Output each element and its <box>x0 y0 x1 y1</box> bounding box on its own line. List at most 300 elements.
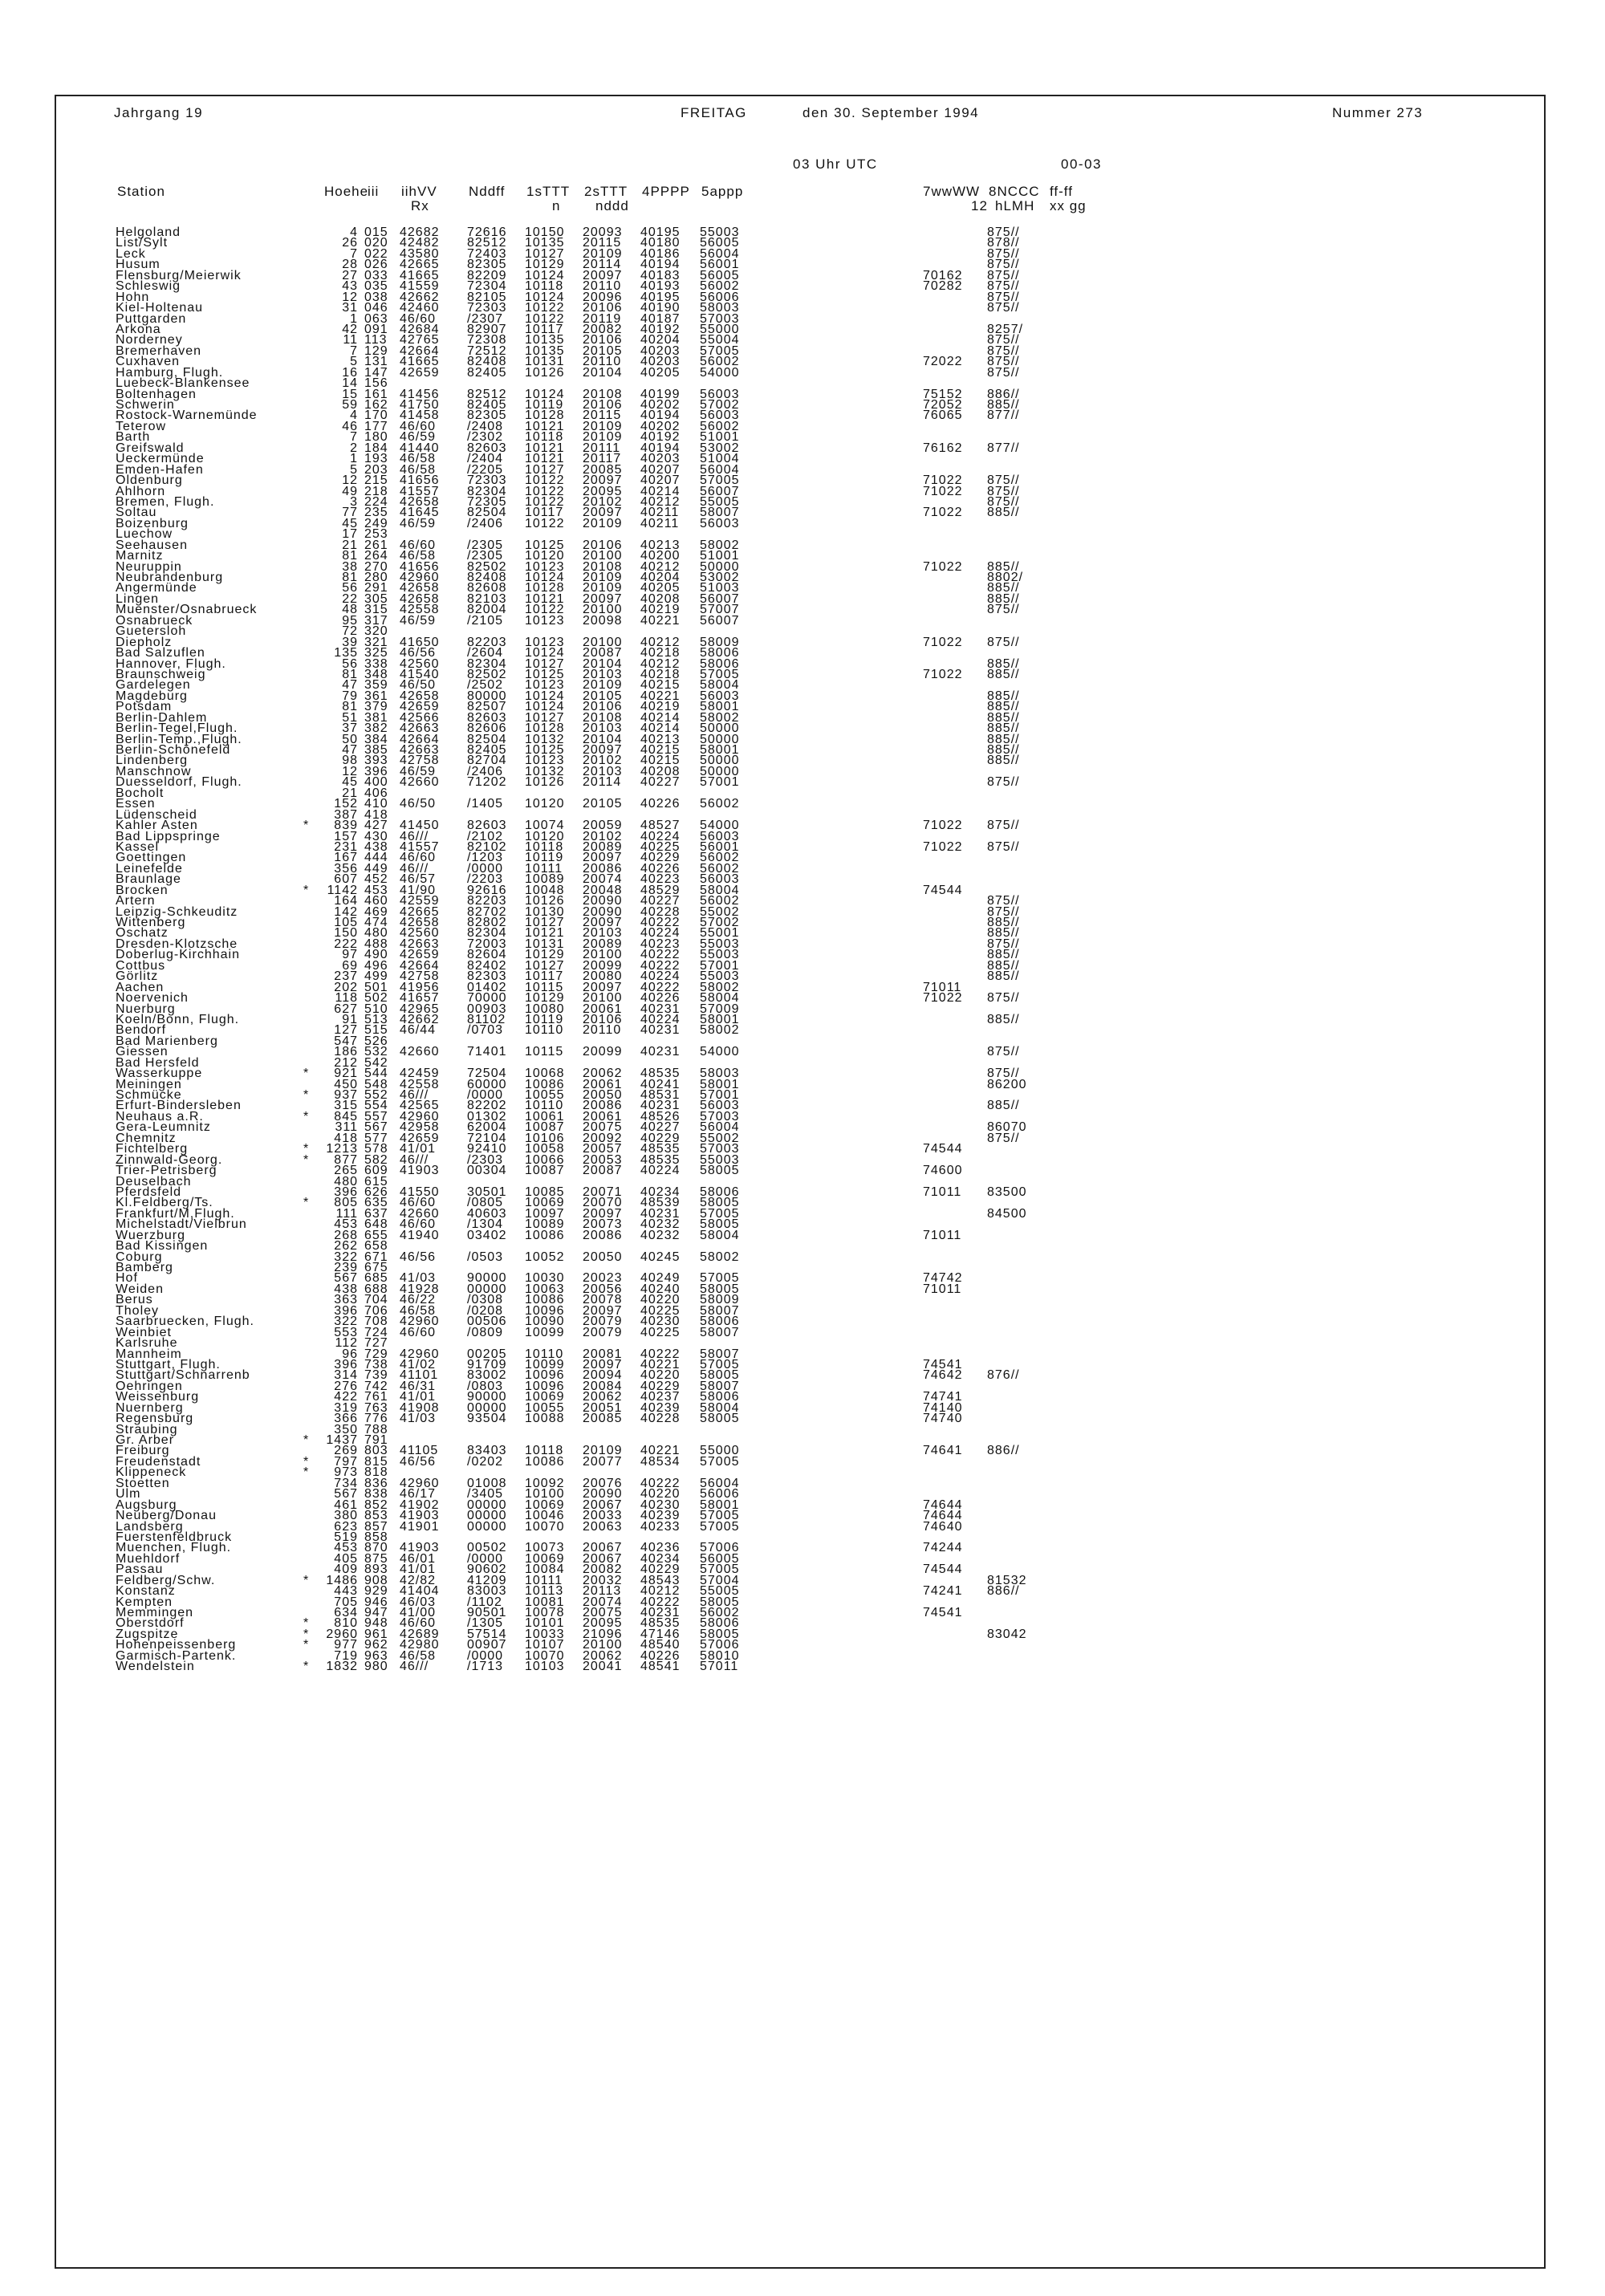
pressure-value: 40190 <box>640 301 681 315</box>
temp-1-value: 10111 <box>525 861 563 876</box>
station-id: 131 <box>364 355 388 369</box>
station-id: 838 <box>364 1487 388 1502</box>
iihvv-value: 42/82 <box>400 1573 437 1587</box>
hoehe-value: 973 <box>334 1465 358 1480</box>
pressure-value: 40219 <box>640 700 681 714</box>
station-id: 499 <box>364 969 388 984</box>
hoehe-value: 81 <box>342 700 358 714</box>
nddff-value: /0000 <box>467 861 504 876</box>
iihvv-value: 41903 <box>400 1541 440 1555</box>
cloud-value: 875// <box>987 333 1020 347</box>
tendency-value: 50000 <box>700 754 740 768</box>
nddff-value: 82603 <box>467 710 507 725</box>
table-row <box>0 1564 1605 1575</box>
temp-2-value: 20105 <box>583 343 623 358</box>
temp-1-value: 10078 <box>525 1606 565 1619</box>
temp-1-value: 10115 <box>525 1045 564 1059</box>
station-name: Bamberg <box>116 1261 173 1274</box>
station-id: 490 <box>364 948 388 962</box>
iihvv-value: 41650 <box>400 635 440 649</box>
hoehe-value: 480 <box>334 1174 358 1189</box>
tendency-value: 51001 <box>700 549 740 563</box>
pressure-value: 40204 <box>640 333 681 347</box>
tendency-value: 58002 <box>700 538 740 552</box>
station-name: Hof <box>116 1271 138 1286</box>
tendency-value: 50000 <box>700 764 740 778</box>
temp-2-value: 20050 <box>583 1250 623 1264</box>
temp-1-value: 10129 <box>525 991 565 1006</box>
nddff-value: /2302 <box>467 430 504 445</box>
station-id: 315 <box>364 603 388 617</box>
station-id: 480 <box>364 926 388 941</box>
station-id: 761 <box>364 1390 388 1404</box>
tendency-value: 58004 <box>700 883 740 897</box>
temp-1-value: 10033 <box>525 1627 565 1641</box>
hoehe-value: 222 <box>334 937 358 951</box>
table-row <box>0 1616 1605 1631</box>
temp-2-value: 20099 <box>583 958 623 973</box>
temp-1-value: 10124 <box>525 387 565 401</box>
tendency-value: 58005 <box>700 1627 740 1641</box>
table-row <box>0 551 1605 561</box>
station-id: 688 <box>364 1282 388 1296</box>
station-name: Regensburg <box>116 1412 194 1426</box>
cloud-value: 885// <box>987 721 1020 736</box>
table-row <box>0 1271 1605 1286</box>
table-row <box>0 1392 1605 1402</box>
pressure-value: 40222 <box>640 1595 681 1609</box>
hoehe-value: 268 <box>334 1228 358 1242</box>
iihvv-value: 46/58 <box>400 549 437 563</box>
temp-2-value: 20097 <box>583 591 623 606</box>
station-name: Bad Kissingen <box>116 1239 209 1254</box>
station-id: 803 <box>364 1444 388 1458</box>
nddff-value: 82507 <box>467 700 507 714</box>
temp-1-value: 10127 <box>525 246 565 261</box>
hoehe-value: 3 <box>350 494 358 509</box>
hoehe-value: 547 <box>334 1034 358 1048</box>
temp-1-value: 10120 <box>525 797 565 811</box>
temp-2-value: 20075 <box>583 1120 623 1135</box>
temp-2-value: 20109 <box>583 678 623 693</box>
nddff-value: 82408 <box>467 571 507 584</box>
station-name: Fuerstenfeldbruck <box>116 1530 233 1544</box>
station-name: Teterow <box>116 419 167 433</box>
col-8nccc: 8NCCC <box>989 184 1040 199</box>
hoehe-value: 5 <box>350 462 358 477</box>
temp-2-value: 20089 <box>583 937 623 951</box>
temp-1-value: 10081 <box>525 1595 565 1609</box>
tendency-value: 56004 <box>700 462 740 477</box>
pressure-value: 40215 <box>640 678 681 693</box>
tendency-value: 57003 <box>700 311 740 326</box>
pressure-value: 40214 <box>640 710 681 725</box>
hoehe-value: 167 <box>334 851 358 865</box>
station-id: 857 <box>364 1519 388 1534</box>
nddff-value: 90501 <box>467 1606 507 1619</box>
temp-2-value: 20106 <box>583 1012 623 1026</box>
temp-1-value: 10121 <box>525 441 565 455</box>
nddff-value: /1405 <box>467 797 504 811</box>
mountain-marker: * <box>303 1088 310 1102</box>
temp-1-value: 10123 <box>525 559 565 574</box>
temp-2-value: 20108 <box>583 710 623 725</box>
iihvv-value: 46/60 <box>400 311 437 326</box>
weather-value: 74541 <box>923 1606 963 1619</box>
station-id: 033 <box>364 268 388 282</box>
station-name: Gera-Leumnitz <box>116 1120 211 1135</box>
station-name: Muehldorf <box>116 1551 181 1566</box>
tendency-value: 58005 <box>700 1217 740 1232</box>
tendency-value: 58006 <box>700 1390 740 1404</box>
temp-2-value: 20087 <box>583 646 623 660</box>
pressure-value: 40203 <box>640 355 681 369</box>
pressure-value: 40199 <box>640 387 681 401</box>
pressure-value: 48535 <box>640 1152 681 1167</box>
station-name: Weissenburg <box>116 1390 200 1404</box>
temp-1-value: 10101 <box>525 1616 565 1631</box>
table-row <box>0 1607 1605 1618</box>
pressure-value: 40230 <box>640 1315 681 1329</box>
tendency-value: 56003 <box>700 408 740 423</box>
cloud-value: 877// <box>987 441 1020 455</box>
temp-2-value: 20097 <box>583 268 623 282</box>
station-name: Straubing <box>116 1422 178 1437</box>
iihvv-value: 46/// <box>400 1152 429 1167</box>
nddff-value: 00000 <box>467 1282 507 1296</box>
tendency-value: 57001 <box>700 1088 740 1102</box>
station-name: Wendelstein <box>116 1660 195 1674</box>
nddff-value: 82512 <box>467 236 507 250</box>
hoehe-value: 81 <box>342 549 358 563</box>
hoehe-value: 56 <box>342 656 358 671</box>
mountain-marker: * <box>303 1109 310 1124</box>
temp-1-value: 10131 <box>525 355 565 369</box>
tendency-value: 58007 <box>700 506 740 520</box>
iihvv-value: 46/17 <box>400 1487 437 1502</box>
temp-2-value: 20075 <box>583 1606 623 1619</box>
cloud-value: 875// <box>987 494 1020 509</box>
temp-1-value: 10090 <box>525 1315 565 1329</box>
nddff-value: 82802 <box>467 916 507 929</box>
mountain-marker: * <box>303 819 310 833</box>
station-name: Barth <box>116 430 151 445</box>
station-id: 305 <box>364 591 388 606</box>
table-row <box>0 238 1605 248</box>
mountain-marker: * <box>303 1196 310 1210</box>
weather-value: 76065 <box>923 408 963 423</box>
table-row <box>0 734 1605 745</box>
temp-2-value: 20111 <box>583 441 621 455</box>
station-id: 577 <box>364 1131 388 1145</box>
tendency-value: 58004 <box>700 678 740 693</box>
station-id: 113 <box>364 333 388 347</box>
table-row <box>0 1368 1605 1383</box>
station-id: 685 <box>364 1271 388 1286</box>
temp-2-value: 20033 <box>583 1509 623 1523</box>
nddff-value: 82405 <box>467 398 507 412</box>
hoehe-value: 59 <box>342 398 358 412</box>
tendency-value: 58002 <box>700 1023 740 1038</box>
temp-2-value: 20110 <box>583 1023 622 1038</box>
table-row <box>0 1465 1605 1480</box>
cloud-value: 876// <box>987 1368 1020 1383</box>
table-row <box>0 1316 1605 1327</box>
nddff-value: /1713 <box>467 1660 504 1674</box>
tendency-value: 57001 <box>700 958 740 973</box>
mountain-marker: * <box>303 1142 310 1156</box>
temp-1-value: 10070 <box>525 1519 565 1534</box>
nddff-value: /0208 <box>467 1303 504 1318</box>
temp-1-value: 10120 <box>525 549 565 563</box>
nddff-value: 82305 <box>467 258 507 272</box>
tendency-value: 58009 <box>700 635 740 649</box>
temp-2-value: 20102 <box>583 754 623 768</box>
iihvv-value: 42659 <box>400 1131 440 1145</box>
station-name: Bad Lippspringe <box>116 829 221 843</box>
temp-1-value: 10125 <box>525 538 565 552</box>
tendency-value: 58007 <box>700 1325 740 1339</box>
iihvv-value: 42663 <box>400 743 440 757</box>
nddff-value: /0703 <box>467 1023 504 1038</box>
tendency-value: 58006 <box>700 1616 740 1631</box>
nddff-value: /0805 <box>467 1196 504 1210</box>
temp-2-value: 20085 <box>583 1412 623 1426</box>
nddff-value: /2305 <box>467 538 504 552</box>
col-1sttt: 1sTTT <box>526 184 571 199</box>
temp-1-value: 10086 <box>525 1454 565 1469</box>
hoehe-value: 810 <box>334 1616 358 1631</box>
temp-2-value: 20082 <box>583 322 623 336</box>
pressure-value: 40239 <box>640 1400 681 1415</box>
pressure-value: 40234 <box>640 1185 681 1199</box>
hoehe-value: 111 <box>335 1206 358 1221</box>
cloud-value: 885// <box>987 732 1020 746</box>
cloud-value: 875// <box>987 301 1020 315</box>
station-id: 542 <box>364 1055 388 1070</box>
cloud-value: 875// <box>987 343 1020 358</box>
station-id: 361 <box>364 689 388 703</box>
pressure-value: 40231 <box>640 1045 681 1059</box>
tendency-value: 57005 <box>700 1509 740 1523</box>
tendency-value: 55000 <box>700 322 740 336</box>
station-name: Hohenpeissenberg <box>116 1638 237 1652</box>
table-row <box>0 1551 1605 1566</box>
iihvv-value: 42960 <box>400 1476 440 1490</box>
temp-1-value: 10125 <box>525 743 565 757</box>
iihvv-value: 42658 <box>400 916 440 929</box>
iihvv-value: 41404 <box>400 1584 440 1599</box>
hoehe-value: 118 <box>335 991 358 1006</box>
station-id: 338 <box>364 656 388 671</box>
temp-1-value: 10073 <box>525 1541 565 1555</box>
temp-2-value: 20089 <box>583 839 623 854</box>
hoehe-value: 51 <box>342 710 358 725</box>
nddff-value: 03402 <box>467 1228 507 1242</box>
weather-value: 71011 <box>923 1228 962 1242</box>
station-name: Aachen <box>116 980 165 994</box>
pressure-value: 40207 <box>640 462 681 477</box>
iihvv-value: 41902 <box>400 1497 440 1512</box>
nddff-value: 72512 <box>467 343 507 358</box>
table-row <box>0 1068 1605 1079</box>
table-row <box>0 540 1605 551</box>
station-id: 170 <box>364 408 388 423</box>
iihvv-value: 42560 <box>400 656 440 671</box>
tendency-value: 56007 <box>700 613 740 628</box>
temp-1-value: 10122 <box>525 603 565 617</box>
table-row <box>0 1445 1605 1456</box>
nddff-value: 62004 <box>467 1120 507 1135</box>
station-name: Angermünde <box>116 581 197 595</box>
hoehe-value: 276 <box>334 1379 358 1393</box>
hoehe-value: 2960 <box>326 1627 358 1641</box>
tendency-value: 57007 <box>700 603 740 617</box>
table-row <box>0 443 1605 453</box>
temp-2-value: 20093 <box>583 226 623 239</box>
station-name: Norderney <box>116 333 183 347</box>
hoehe-value: 7 <box>350 430 358 445</box>
table-row <box>0 421 1605 432</box>
station-id: 015 <box>364 226 388 239</box>
iihvv-value: 46/// <box>400 1660 429 1674</box>
station-id: 552 <box>364 1088 388 1102</box>
station-id: 704 <box>364 1293 388 1307</box>
table-row <box>0 1079 1605 1090</box>
nddff-value: 82604 <box>467 948 507 962</box>
iihvv-value: 42658 <box>400 689 440 703</box>
mountain-marker: * <box>303 1067 310 1081</box>
station-name: Dresden-Klotzsche <box>116 937 238 951</box>
tendency-value: 57004 <box>700 1573 740 1587</box>
weather-value: 75152 <box>923 387 963 401</box>
iihvv-value: 42663 <box>400 937 440 951</box>
temp-2-value: 20097 <box>583 980 623 994</box>
cloud-value: 885// <box>987 916 1020 929</box>
col-station: Station <box>117 184 165 199</box>
temp-2-value: 20113 <box>583 1584 622 1599</box>
table-row <box>0 518 1605 529</box>
station-id: 655 <box>364 1228 388 1242</box>
temp-2-value: 20048 <box>583 883 623 897</box>
station-id: 496 <box>364 958 388 973</box>
temp-1-value: 10086 <box>525 1228 565 1242</box>
tendency-value: 50000 <box>700 721 740 736</box>
hoehe-value: 2 <box>350 441 358 455</box>
pressure-value: 40228 <box>640 904 681 919</box>
cloud-value: 885// <box>987 1099 1020 1113</box>
cloud-value: 885// <box>987 689 1020 703</box>
hoehe-value: 152 <box>334 797 358 811</box>
col-8nccc-sub: hLMH <box>995 198 1035 213</box>
table-row <box>0 613 1605 628</box>
mountain-marker: * <box>303 1627 310 1641</box>
station-name: Braunlage <box>116 872 181 887</box>
table-row <box>0 1230 1605 1241</box>
cloud-value: 885// <box>987 581 1020 595</box>
tendency-value: 58005 <box>700 1412 740 1426</box>
table-row <box>0 969 1605 984</box>
table-row <box>0 861 1605 876</box>
station-name: Guetersloh <box>116 624 187 639</box>
hoehe-value: 69 <box>342 958 358 973</box>
nddff-value: 82502 <box>467 559 507 574</box>
hoehe-value: 22 <box>342 591 358 606</box>
hoehe-value: 77 <box>342 506 358 520</box>
station-name: Stoetten <box>116 1476 170 1490</box>
hoehe-value: 1 <box>350 452 358 466</box>
station-name: Muenchen, Flugh. <box>116 1541 232 1555</box>
nddff-value: 01302 <box>467 1109 507 1124</box>
station-id: 980 <box>364 1660 388 1674</box>
station-id: 739 <box>364 1368 388 1383</box>
nddff-value: 82203 <box>467 894 507 908</box>
nddff-value: 82405 <box>467 365 507 380</box>
tendency-value: 57005 <box>700 1271 740 1286</box>
weather-value: 74600 <box>923 1164 963 1178</box>
pressure-value: 40220 <box>640 1293 681 1307</box>
iihvv-value: 46/// <box>400 861 429 876</box>
hoehe-value: 567 <box>334 1487 358 1502</box>
table-row <box>0 1165 1605 1176</box>
hoehe-value: 21 <box>342 538 358 552</box>
temp-1-value: 10121 <box>525 926 565 941</box>
tendency-value: 55004 <box>700 333 740 347</box>
weather-value: 70282 <box>923 279 963 294</box>
temp-1-value: 10126 <box>525 365 565 380</box>
cloud-value: 885// <box>987 958 1020 973</box>
hoehe-value: 96 <box>342 1347 358 1361</box>
station-name: Frankfurt/M,Flugh. <box>116 1206 235 1221</box>
tendency-value: 51003 <box>700 581 740 595</box>
pressure-value: 40219 <box>640 603 681 617</box>
weather-value: 71022 <box>923 559 963 574</box>
cloud-value: 885// <box>987 506 1020 520</box>
table-row <box>0 1046 1605 1057</box>
station-id: 177 <box>364 419 388 433</box>
hoehe-value: 81 <box>342 667 358 681</box>
station-id: 526 <box>364 1034 388 1048</box>
weather-value: 74541 <box>923 1357 963 1372</box>
pressure-value: 40223 <box>640 872 681 887</box>
pressure-value: 40233 <box>640 1519 681 1534</box>
station-id: 788 <box>364 1422 388 1437</box>
hoehe-value: 265 <box>334 1164 358 1178</box>
jahrgang-label: Jahrgang 19 <box>114 105 204 120</box>
table-row <box>0 1004 1605 1014</box>
temp-2-value: 20090 <box>583 1487 623 1502</box>
hoehe-value: 237 <box>334 969 358 984</box>
temp-1-value: 10124 <box>525 268 565 282</box>
iihvv-value: 42558 <box>400 1077 440 1091</box>
pressure-value: 40221 <box>640 689 681 703</box>
station-name: Giessen <box>116 1045 169 1059</box>
pressure-value: 48543 <box>640 1573 681 1587</box>
pressure-value: 40229 <box>640 851 681 865</box>
nddff-value: /2205 <box>467 462 504 477</box>
cloud-value: 875// <box>987 258 1020 272</box>
pressure-value: 48541 <box>640 1660 681 1674</box>
tendency-value: 56005 <box>700 236 740 250</box>
table-row <box>0 1187 1605 1197</box>
nddff-value: 72303 <box>467 473 507 488</box>
table-row <box>0 1111 1605 1122</box>
station-name: Luebeck-Blankensee <box>116 376 250 391</box>
station-id: 852 <box>364 1497 388 1512</box>
temp-2-value: 20080 <box>583 969 623 984</box>
hoehe-value: 269 <box>334 1444 358 1458</box>
temp-1-value: 10123 <box>525 678 565 693</box>
